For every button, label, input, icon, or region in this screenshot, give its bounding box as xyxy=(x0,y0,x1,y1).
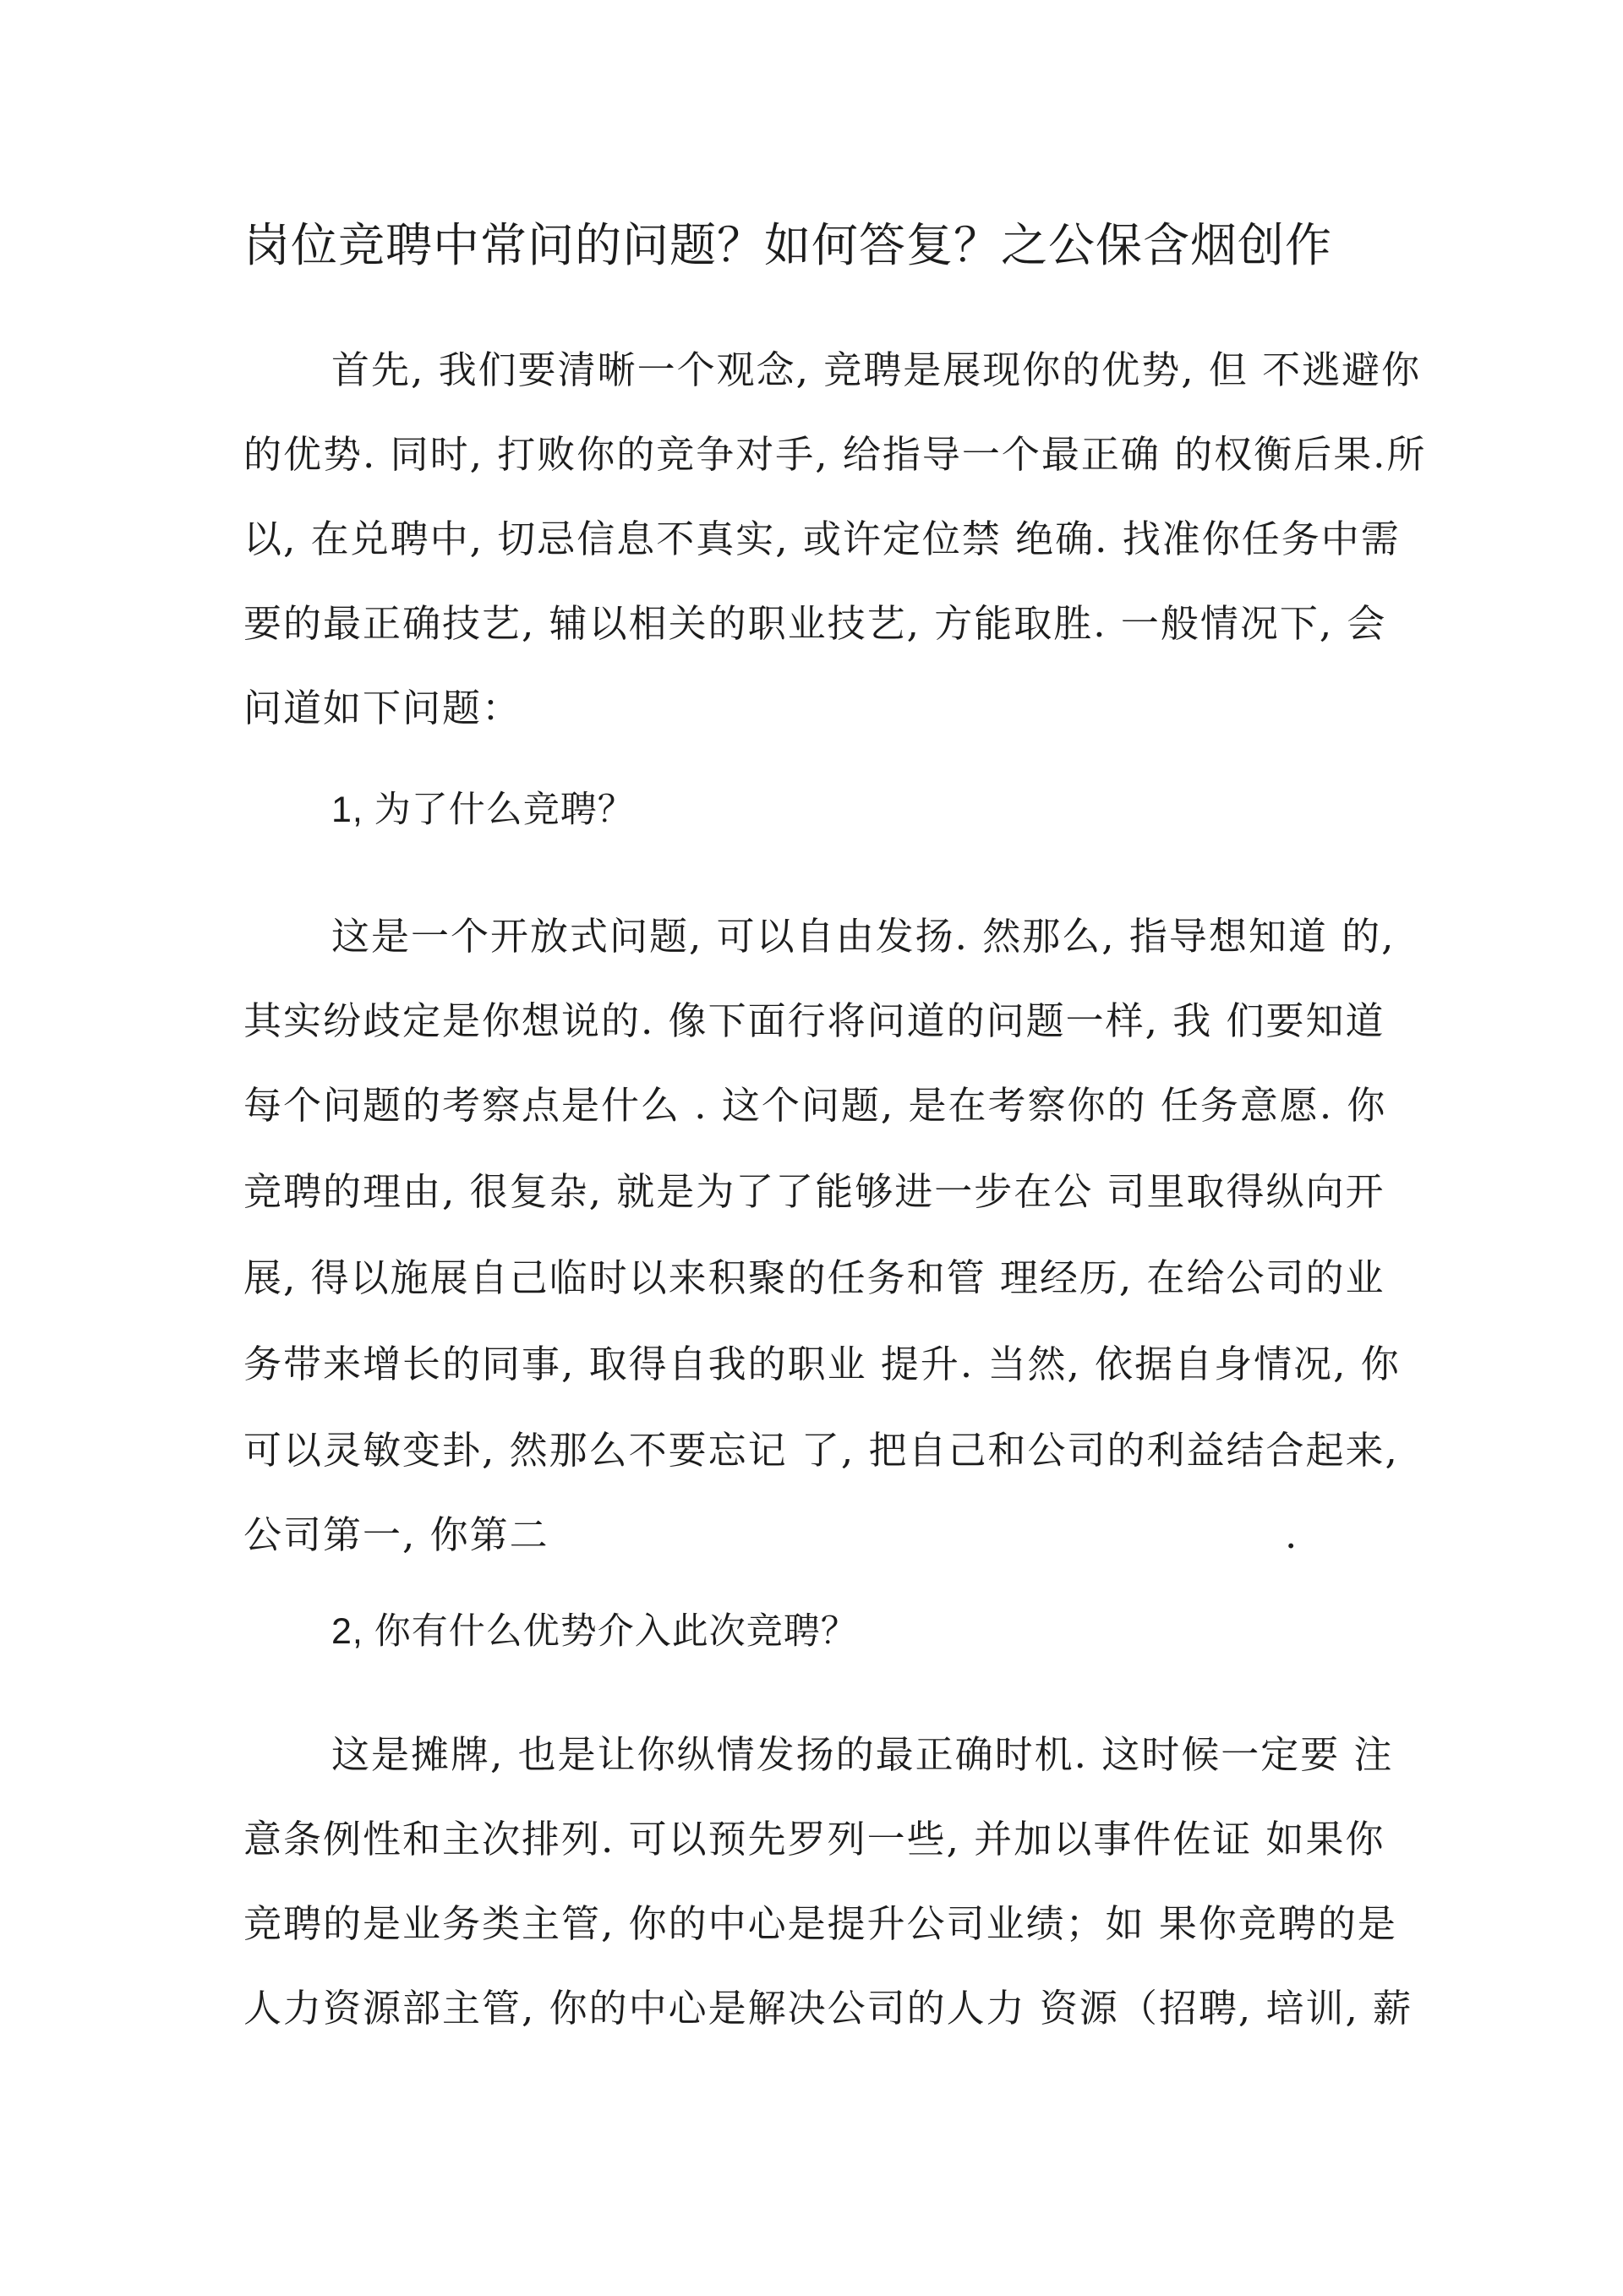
paragraph-line: 要的最正确技艺, 辅以相关的职业技艺, 方能取胜. 一般情况下, 会 xyxy=(243,601,1387,646)
paragraph-line: 以, 在兑聘中, 切忌信息不真实, 或许定位禁 绝确. 找准你任务中需 xyxy=(243,517,1401,561)
paragraph-line: 问道如下问题： xyxy=(243,686,522,730)
paragraph-line: 竞聘的是业务类主管, 你的中心是提升公司业绩；如 果你竞聘的是 xyxy=(243,1901,1397,1946)
paragraph-line: 竞聘的理由, 很复杂, 就是为了了能够进一步在公 司里取得纵向开 xyxy=(243,1169,1385,1214)
question-heading: 2, 你有什么优势介入此次竞聘？ xyxy=(331,1611,858,1652)
paragraph-line: 首先, 我们要清晰一个观念, 竞聘是展现你的优势, 但 不逃避你 xyxy=(331,347,1422,392)
paragraph-line: 意条例性和主次排列. 可以预先罗列一些, 并加以事件佐证 如果你 xyxy=(243,1817,1385,1861)
paragraph-line: 这是一个开放式问题, 可以自由发扬. 然那么, 指导想知道 的, xyxy=(331,914,1396,959)
paragraph-line: 其实纷歧定是你想说的. 像下面行将问道的问题一样, 我 们要知道 xyxy=(243,998,1385,1043)
trailing-dot: . xyxy=(1285,1512,1298,1557)
paragraph-line: 的优势. 同时, 打败你的竞争对手, 给指导一个最正确 的权衡后果.所 xyxy=(243,432,1427,477)
paragraph-line: 每个问题的考察点是什么 . 这个问题, 是在考察你的 任务意愿. 你 xyxy=(243,1083,1387,1128)
paragraph-line: 人力资源部主管, 你的中心是解决公司的人力 资源（招聘, 培训, 薪 xyxy=(243,1986,1413,2031)
document-title: 岗位竞聘中常问的问题？如何答复？之公保含烟创作 xyxy=(243,218,1333,272)
paragraph-line: 可以灵敏变卦, 然那么不要忘记 了, 把自己和公司的利益结合起来, xyxy=(243,1428,1399,1473)
paragraph-line: 公司第一, 你第二 xyxy=(243,1512,549,1557)
paragraph-line: 这是摊牌, 也是让你纵情发扬的最正确时机. 这时候一定要 注 xyxy=(331,1732,1394,1777)
question-heading: 1, 为了什么竞聘？ xyxy=(331,790,635,830)
paragraph-line: 展, 得以施展自己临时以来积聚的任务和管 理经历, 在给公司的业 xyxy=(243,1255,1385,1300)
paragraph-line: 务带来增长的同事, 取得自我的职业 提升. 当然, 依据自身情况, 你 xyxy=(243,1342,1401,1386)
